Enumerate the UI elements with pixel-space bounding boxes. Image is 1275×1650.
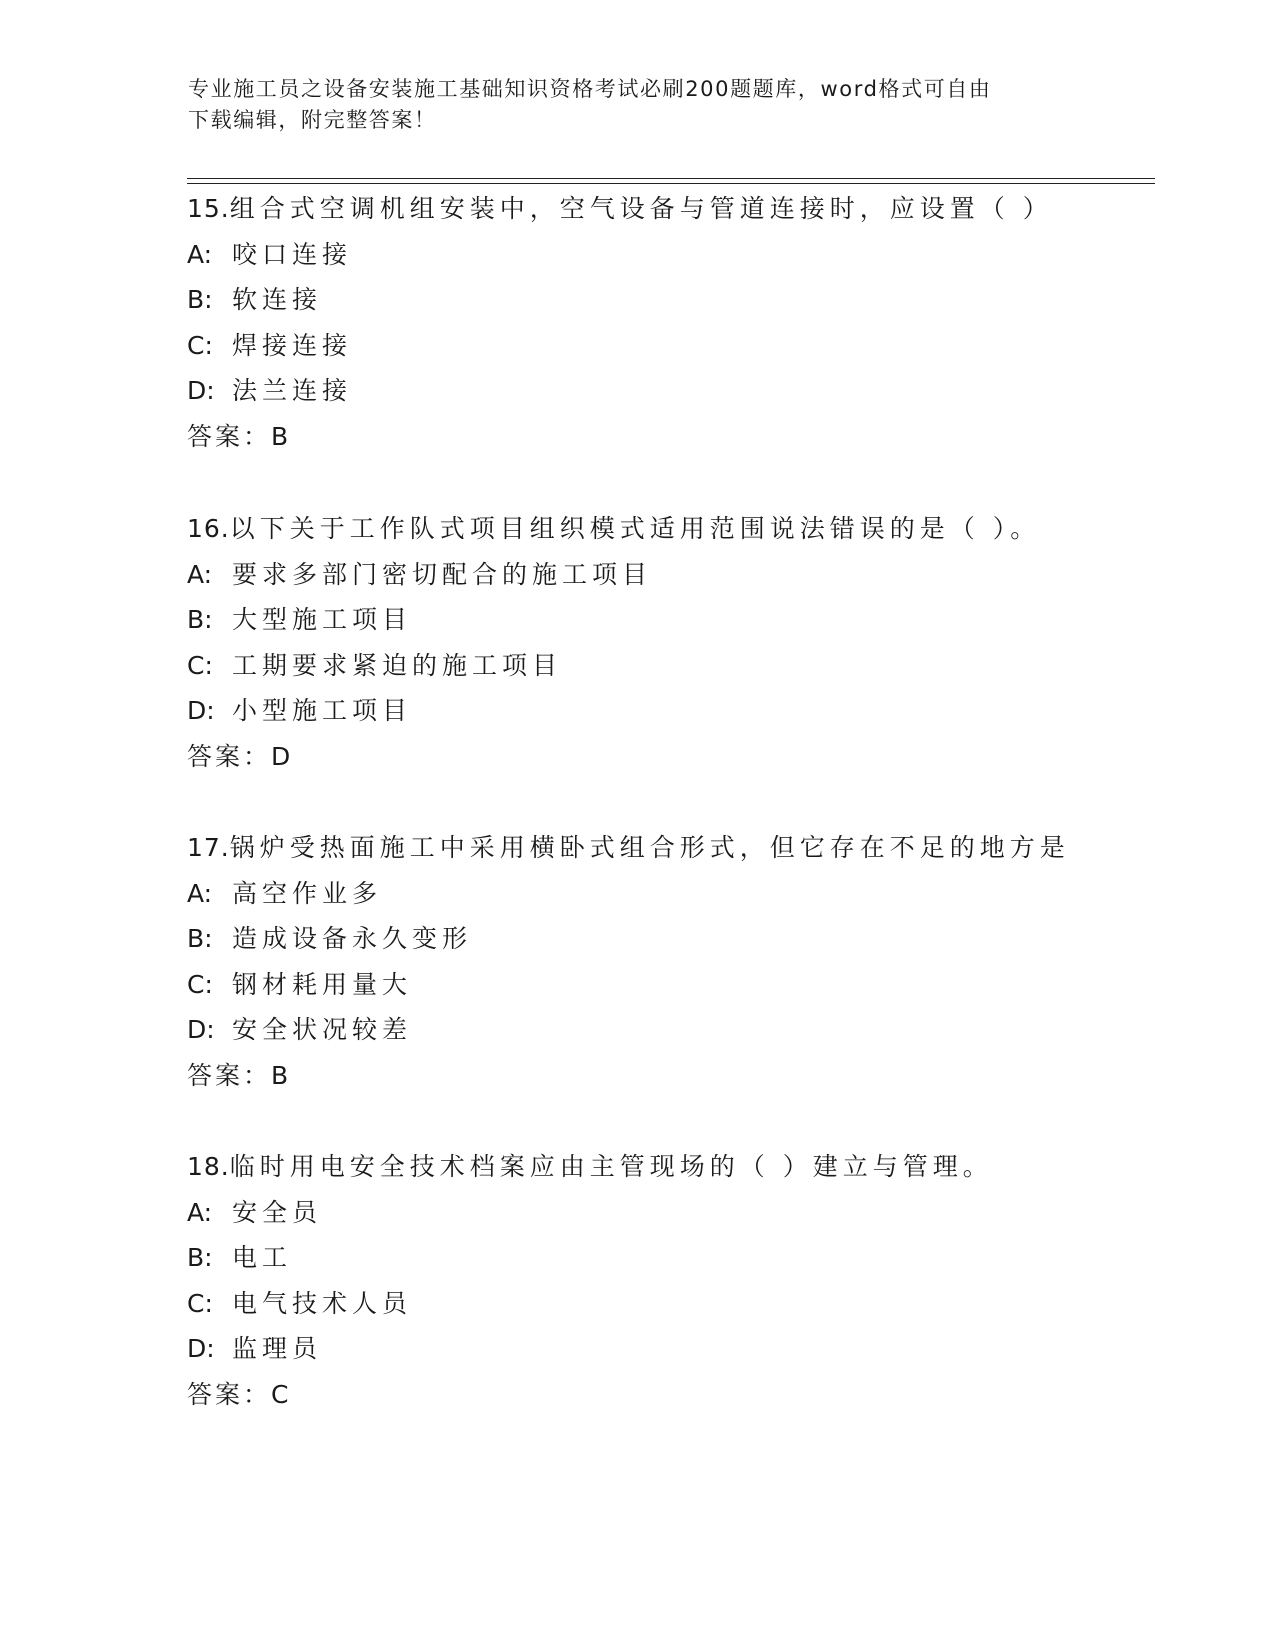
question-number: 16. <box>187 514 230 543</box>
option-b <box>187 1235 1167 1281</box>
option-text: 造成设备永久变形 <box>232 924 473 954</box>
option-key: C: <box>187 650 213 680</box>
option-c <box>187 643 1167 689</box>
option-text: 焊接连接 <box>232 330 353 360</box>
option-text: 监理员 <box>232 1334 323 1364</box>
answer-value: B <box>271 421 289 451</box>
header-line-1: 专业施工员之设备安装施工基础知识资格考试必刷200题题库，word格式可自由 <box>188 77 992 101</box>
option-text: 工期要求紧迫的施工项目 <box>232 650 563 680</box>
option-key: D: <box>187 696 215 726</box>
option-c <box>187 323 1167 369</box>
question-text: 以下关于工作队式项目组织模式适用范围说法错误的是（ ）。 <box>229 514 1041 543</box>
question-stem <box>187 506 1167 552</box>
option-key: D: <box>187 1334 215 1364</box>
answer-value: C <box>271 1379 289 1409</box>
answer-value: B <box>271 1060 289 1090</box>
option-text: 安全状况较差 <box>232 1015 413 1045</box>
option-text: 咬口连接 <box>232 239 353 269</box>
header-line-2: 下载编辑，附完整答案！ <box>188 108 437 132</box>
question-17 <box>187 825 1167 1099</box>
answer-value: D <box>271 741 291 771</box>
option-key: B: <box>187 924 213 954</box>
option-text: 钢材耗用量大 <box>232 969 413 999</box>
option-c <box>187 1281 1167 1327</box>
option-key: B: <box>187 1243 213 1273</box>
option-text: 电工 <box>232 1243 293 1273</box>
option-b <box>187 277 1167 323</box>
option-key: C: <box>187 330 213 360</box>
option-text: 大型施工项目 <box>232 605 413 635</box>
question-number: 17. <box>187 833 230 862</box>
header-rule-top <box>187 178 1155 179</box>
option-key: C: <box>187 969 213 999</box>
option-c <box>187 962 1167 1008</box>
option-a <box>187 1190 1167 1236</box>
option-d <box>187 1326 1167 1372</box>
question-15 <box>187 186 1167 460</box>
option-key: D: <box>187 1015 215 1045</box>
option-d <box>187 688 1167 734</box>
header-rule-bottom <box>187 183 1155 184</box>
answer-label: 答案： <box>187 421 272 451</box>
question-stem <box>187 186 1167 232</box>
option-d <box>187 1007 1167 1053</box>
answer-line <box>187 414 1167 460</box>
option-key: B: <box>187 285 213 315</box>
question-stem <box>187 1144 1167 1190</box>
option-a <box>187 871 1167 917</box>
option-key: A: <box>187 239 213 269</box>
option-key: B: <box>187 605 213 635</box>
answer-label: 答案： <box>187 1379 272 1409</box>
option-a <box>187 232 1167 278</box>
question-stem <box>187 825 1167 871</box>
question-text: 组合式空调机组安装中，空气设备与管道连接时，应设置（ ） <box>229 194 1053 223</box>
option-key: A: <box>187 1197 213 1227</box>
question-18 <box>187 1144 1167 1418</box>
question-number: 15. <box>187 194 230 223</box>
answer-line <box>187 734 1167 780</box>
option-text: 法兰连接 <box>232 376 353 406</box>
option-b <box>187 916 1167 962</box>
question-16 <box>187 506 1167 780</box>
answer-label: 答案： <box>187 741 272 771</box>
option-text: 软连接 <box>232 285 323 315</box>
option-d <box>187 368 1167 414</box>
option-text: 电气技术人员 <box>232 1288 413 1318</box>
option-text: 小型施工项目 <box>232 696 413 726</box>
option-key: C: <box>187 1288 213 1318</box>
option-b <box>187 597 1167 643</box>
option-key: A: <box>187 878 213 908</box>
question-number: 18. <box>187 1152 230 1181</box>
answer-label: 答案： <box>187 1060 272 1090</box>
answer-line <box>187 1053 1167 1099</box>
option-text: 安全员 <box>232 1197 323 1227</box>
option-a <box>187 552 1167 598</box>
answer-line <box>187 1372 1167 1418</box>
option-key: D: <box>187 376 215 406</box>
option-key: A: <box>187 559 213 589</box>
option-text: 要求多部门密切配合的施工项目 <box>232 559 653 589</box>
option-text: 高空作业多 <box>232 878 383 908</box>
question-text: 临时用电安全技术档案应由主管现场的（ ）建立与管理。 <box>229 1152 993 1181</box>
question-text: 锅炉受热面施工中采用横卧式组合形式，但它存在不足的地方是 <box>229 833 1070 862</box>
document-header <box>188 74 1068 136</box>
